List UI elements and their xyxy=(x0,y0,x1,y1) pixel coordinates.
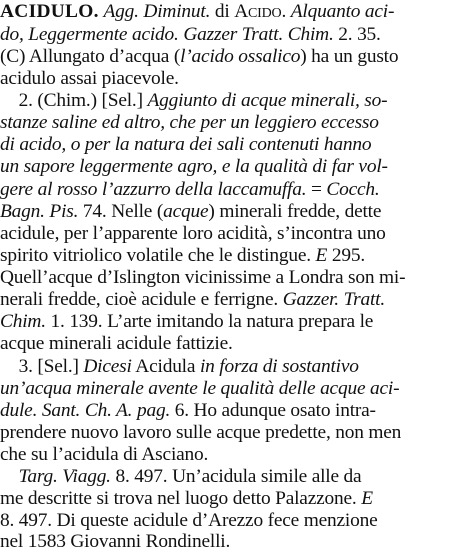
italic-text: stanze saline ed altro, che per un leggiero eccesso xyxy=(0,112,379,133)
text-line xyxy=(0,532,230,551)
text-segment: acidulo assai piacevole. xyxy=(0,68,179,89)
text-segment: 8. 497. Di queste acidule d’Arezzo fece menzione xyxy=(0,510,378,531)
italic-text: do, Leggermente acido. Gazzer Tratt. Chim. xyxy=(0,24,334,45)
text-segment: (C) Allungato d’acqua ( xyxy=(0,46,181,67)
text-line xyxy=(0,401,376,420)
text-segment: 2. 35. xyxy=(333,24,381,45)
text-line xyxy=(0,157,388,176)
text-segment: ) ha un gusto xyxy=(300,46,399,67)
text-segment: 2. (Chim.) [Sel.] xyxy=(0,90,148,111)
italic-text: dule. Sant. Ch. A. pag. xyxy=(0,400,171,421)
italic-text: Alquanto aci- xyxy=(290,1,395,22)
text-line xyxy=(0,113,379,132)
text-line xyxy=(0,2,394,21)
italic-text: di acido, o per la natura dei sali contenuti hanno xyxy=(0,134,372,155)
text-line xyxy=(0,180,380,199)
text-segment: 74. Nelle ( xyxy=(78,201,164,222)
text-line xyxy=(0,379,399,398)
text-segment: Acidula xyxy=(131,356,200,377)
text-segment: Quell’acque d’Islington vicinissime a Londra son mi- xyxy=(0,267,406,288)
text-line xyxy=(0,511,378,530)
text-line xyxy=(0,423,401,442)
text-segment: spirito vitriolico volatile che le distingue. xyxy=(0,245,316,266)
text-line xyxy=(0,445,208,464)
text-segment: di xyxy=(210,1,235,22)
italic-text: Bagn. Pis. xyxy=(0,201,79,222)
text-segment: 6. Ho adunque osato intra- xyxy=(170,400,376,421)
text-line xyxy=(0,290,385,309)
text-line xyxy=(0,91,387,110)
italic-text: l’acido ossalico xyxy=(180,46,301,67)
text-segment: ) minerali fredde, dette xyxy=(208,201,382,222)
text-line xyxy=(0,47,398,66)
italic-text: Cocch. xyxy=(326,179,380,200)
italic-text: Targ. Viagg. xyxy=(18,466,111,487)
text-line xyxy=(0,312,373,331)
text-line xyxy=(0,224,386,243)
text-line xyxy=(0,69,179,88)
text-line xyxy=(0,25,381,44)
text-line xyxy=(0,357,359,376)
text-line xyxy=(0,268,405,287)
italic-text: Dicesi xyxy=(83,356,132,377)
text-segment: 8. 497. Un’acidula simile alle da xyxy=(110,466,362,487)
text-segment: prendere nuovo lavoro sulle acque predette, non men xyxy=(0,422,402,443)
text-line xyxy=(0,489,373,508)
text-segment: nel 1583 Giovanni Rondinelli. xyxy=(0,531,231,552)
italic-text: un sapore leggermente agro, e la qualità di far vol- xyxy=(0,156,388,177)
italic-text: Agg. Diminut. xyxy=(103,1,211,22)
italic-text: E xyxy=(361,488,373,509)
text-segment: acque minerali acidule fattizie. xyxy=(0,333,233,354)
italic-text: un’acqua minerale avente le qualità delle acque aci- xyxy=(0,378,400,399)
text-segment: Acido. xyxy=(234,1,287,22)
text-line xyxy=(0,334,233,353)
italic-text: in forza di sostantivo xyxy=(199,356,359,377)
italic-text: Gazzer. Tratt. xyxy=(282,289,385,310)
italic-text: E xyxy=(315,245,328,266)
text-segment: che su l’acidula di Asciano. xyxy=(0,444,209,465)
text-segment: acidule, per l’apparente loro acidità, s’incontra uno xyxy=(0,223,386,244)
text-line xyxy=(0,202,381,221)
text-segment xyxy=(0,466,19,487)
text-line xyxy=(0,246,365,265)
headword: ACIDULO. xyxy=(0,1,99,22)
italic-text: Aggiunto di acque minerali, so- xyxy=(147,90,388,111)
text-segment: 1. 139. L’arte imitando la natura prepara le xyxy=(45,311,374,332)
text-line xyxy=(0,135,371,154)
text-segment: nerali fredde, cioè acidule e ferrigne. xyxy=(0,289,283,310)
text-segment: 3. [Sel.] xyxy=(0,356,84,377)
text-segment: 295. xyxy=(327,245,365,266)
italic-text: gere al rosso l’azzurro della laccamuffa. xyxy=(0,179,307,200)
text-line xyxy=(0,467,361,486)
italic-text: acque xyxy=(163,201,209,222)
text-segment: = xyxy=(306,179,327,200)
italic-text: Chim. xyxy=(0,311,46,332)
text-segment: me descritte si trova nel luogo detto Palazzone. xyxy=(0,488,362,509)
